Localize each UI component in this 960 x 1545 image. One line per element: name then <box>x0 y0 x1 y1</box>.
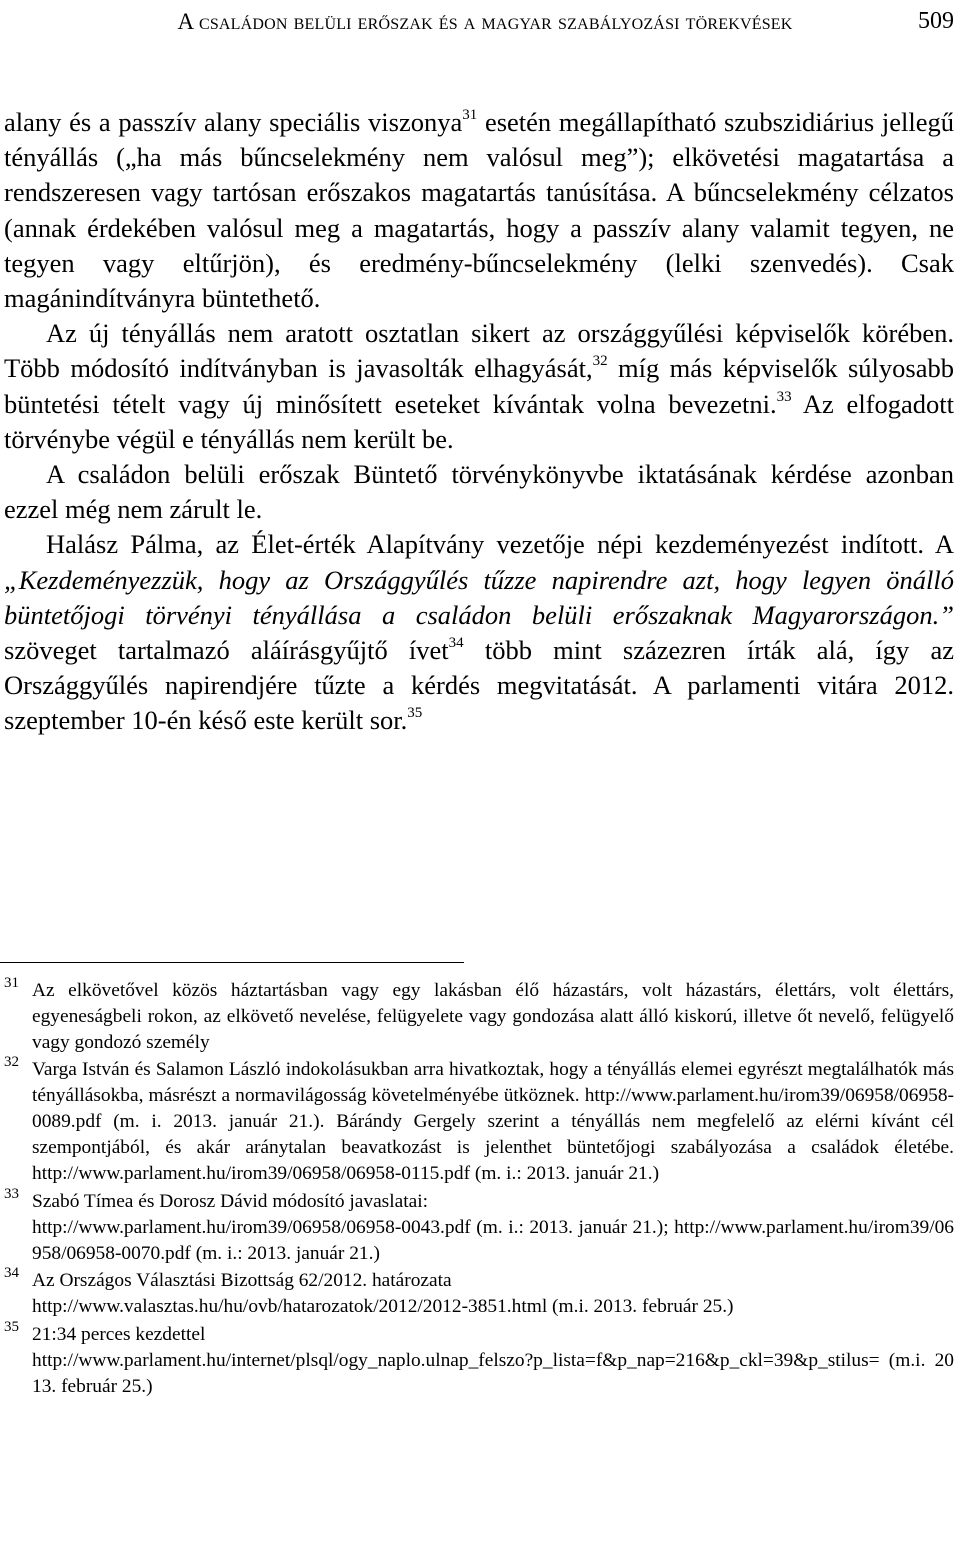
footnote-link[interactable]: http://www.parlament.hu/irom39/06958/06958-0043.pdf (m. i.: 2013. január 21.); http://www.parlament.hu/irom39/06958/06958-0070.pdf (m. i.: 2013. január 21.) <box>32 1216 954 1265</box>
footnote-ref-31: 31 <box>462 107 478 123</box>
paragraph-4-text-c: több mint százezren írták alá, így az Országgyűlés napirendjére tűzte a kérdés megvitatását. A parlamenti vitára 2012. szeptember 10-én késő este került sor. <box>4 635 954 736</box>
paragraph-3: A családon belüli erőszak Büntető törvénykönyvbe iktatásának kérdése azonban ezzel még nem zárult le. <box>4 459 954 525</box>
footnote-ref-34: 34 <box>448 635 464 652</box>
footnote-link[interactable]: http://www.valasztas.hu/hu/ovb/hatarozatok/2012/2012-3851.html (m.i. 2013. február 25.) <box>32 1296 734 1318</box>
running-header-title: A családon belüli erőszak és a magyar szabályozási törekvések <box>177 9 793 34</box>
footnote-number: 32 <box>4 1053 19 1070</box>
footnote-number: 31 <box>4 975 19 991</box>
footnote-32 <box>4 1053 954 1188</box>
paragraph-4-text-a: Halász Pálma, az Élet-érték Alapítvány vezetője népi kezdeményezést indított. A <box>46 529 954 560</box>
footnote-text: 21:34 perces kezdettel <box>32 1323 206 1345</box>
footnote-ref-32: 32 <box>592 353 608 370</box>
footnote-number: 34 <box>4 1265 19 1282</box>
footnote-ref-35: 35 <box>407 705 423 722</box>
paragraph-2-text-c: Az elfogadott törvénybe végül e tényállás nem került be. <box>4 388 954 454</box>
page-number: 509 <box>918 8 954 34</box>
footnote-ref-33: 33 <box>776 388 792 405</box>
footnote-35 <box>4 1318 954 1401</box>
paragraph-1-text-a: alany és a passzív alany speciális viszonya <box>4 107 463 137</box>
paragraph-1-text-b: esetén megállapítható szubszidiárius jellegű tényállás („ha más bűncselekmény nem valósul meg”); elkövetési magatartása a rendszeresen vagy tartósan erőszakos magatartás tanúsítása. A bűncselekmény célzatos (annak érdekében valósul meg a magatartás, hogy a passzív alany valamit tegyen, ne tegyen vagy eltűrjön), és eredmény-bűncselekmény (lelki szenvedés). Csak magánindítványra büntethető. <box>4 107 954 314</box>
footnote-31 <box>4 975 954 1057</box>
footnote-link[interactable]: http://www.parlament.hu/internet/plsql/ogy_naplo.ulnap_felszo?p_lista=f&p_nap=216&p_ckl=39&p_stilus= (m.i. 2013. február 25.) <box>32 1349 954 1398</box>
petition-quote: „Kezdeményezzük, hogy az Országgyűlés tűzze napirendre azt, hogy legyen önálló büntetőjogi törvényi tényállása a családon belüli erőszaknak Magyarországon.” <box>4 564 954 630</box>
footnote-33 <box>4 1185 954 1268</box>
paragraph-4 <box>4 527 954 738</box>
paragraph-2-text-a: Az új tényállás nem aratott osztatlan sikert az országgyűlési képviselők körében. Több módosító indítványban is javasolták elhagyását, <box>4 318 954 384</box>
footnotes <box>4 975 954 1400</box>
footnote-text: Varga István és Salamon László indokolásukban arra hivatkoztak, hogy a tényállás elemei egyrészt megtalálhatók más tényállásokba, másrészt a normavilágosság követelményébe ütköznek. http://www.parlament.hu/irom39/06958/06958-0089.pdf (m. i. 2013. január 21.). Bárándy Gergely szerint a tényállás nem megfelelő az elérni kívánt cél szempontjából, és akár aránytalan beavatkozást is jelenthet büntetőjogi szabályozása a családok életébe. http://www.parlament.hu/irom39/06958/06958-0115.pdf (m. i.: 2013. január 21.) <box>32 1058 954 1185</box>
paragraph-2-text-b: míg más képviselők súlyosabb büntetési tételt vagy új minősített eseteket kívántak volna bevezetni. <box>4 353 954 419</box>
footnote-text: Szabó Tímea és Dorosz Dávid módosító javaslatai: <box>32 1190 428 1212</box>
footnote-text: Az elkövetővel közös háztartásban vagy egy lakásban élő házastárs, volt házastárs, élettárs, volt élettárs, egyeneságbeli rokon, az elkövető nevelése, felügyelete vagy gondozása alatt álló kiskorú, illetve őt nevelő, felügyelő vagy gondozó személy <box>32 980 954 1054</box>
footnote-34 <box>4 1265 954 1320</box>
main-text <box>4 105 954 739</box>
footnote-number: 33 <box>4 1185 19 1202</box>
paragraph-2 <box>4 316 954 457</box>
paragraph-1 <box>4 105 954 316</box>
footnote-separator <box>0 962 464 963</box>
footnote-number: 35 <box>4 1318 19 1335</box>
running-header <box>0 0 960 80</box>
paragraph-4-text-b: szöveget tartalmazó aláírásgyűjtő ívet <box>4 635 449 666</box>
footnote-text: Az Országos Választási Bizottság 62/2012. határozata <box>32 1270 452 1292</box>
